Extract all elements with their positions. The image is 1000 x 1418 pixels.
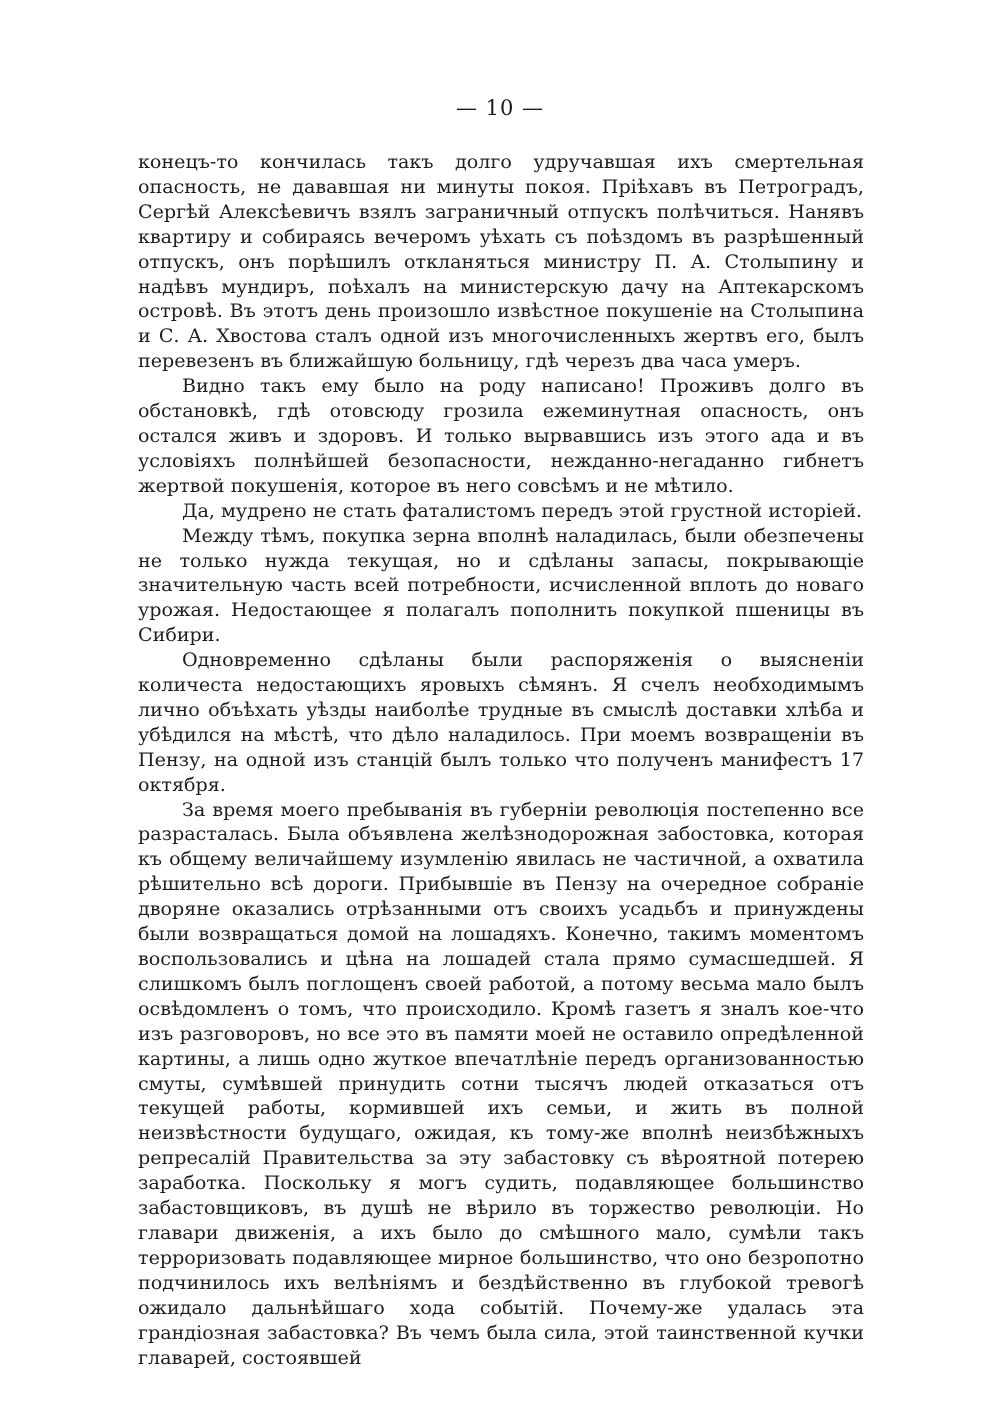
paragraph: Да, мудрено не стать фаталистомъ передъ этой грустной исторіей. — [182, 498, 863, 522]
page-number-header: — 10 — — [455, 96, 545, 120]
paragraph: конецъ-то кончилась такъ долго удручавшая ихъ смертельная опасность, не дававшая ни минуты покоя. Пріѣхавъ въ Петроградъ, Сергѣй Алексѣевичъ взялъ заграничный отпускъ полѣчиться. Нанявъ квартиру и собираясь вечеромъ уѣхать съ поѣздомъ въ разрѣшенный отпускъ, онъ порѣшилъ откланяться министру П. А. Столыпину и надѣвъ мундиръ, поѣхалъ на министерскую дачу на Аптекарскомъ островѣ. Въ этотъ день произошло извѣстное покушеніе на Столыпина и С. А. Хвостова сталъ одной изъ многочисленныхъ жертвъ его, былъ перевезенъ въ ближайшую больницу, гдѣ черезъ два часа умеръ. — [138, 150, 864, 373]
body-text — [138, 150, 864, 1370]
paragraph: Между тѣмъ, покупка зерна вполнѣ наладилась, были обезпечены не только нужда текущая, но и сдѣланы запасы, покрывающіе значительную часть всей потребности, исчисленной вплоть до новаго урожая. Недостающее я полагалъ пополнить покупкой пшеницы въ Сибири. — [138, 523, 864, 647]
paragraph: Одновременно сдѣланы были распоряженія о выясненіи количеста недостающихъ яровыхъ сѣмянъ. Я счелъ необходимымъ лично объѣхать уѣзды наиболѣе трудные въ смыслѣ доставки хлѣба и убѣдился на мѣстѣ, что дѣло наладилось. При моемъ возвращеніи въ Пензу, на одной изъ станцій былъ только что полученъ манифестъ 17 октября. — [138, 648, 864, 796]
paragraph: За время моего пребыванія въ губерніи революція постепенно все разрасталась. Была объявлена желѣзнодорожная забостовка, которая къ общему величайшему изумленію явилась не частичной, а охватила рѣшительно всѣ дороги. Прибывшіе въ Пензу на очередное собраніе дворяне оказались отрѣзанными отъ своихъ усадьбъ и принуждены были возвращаться домой на лошадяхъ. Конечно, такимъ моментомъ воспользовались и цѣна на лошадей стала прямо сумасшедшей. Я слишкомъ былъ поглощенъ своей работой, а потому весьма мало былъ освѣдомленъ о томъ, что происходило. Кромѣ газетъ я зналъ кое-что изъ разговоровъ, но все это въ памяти моей не оставило опредѣленной картины, а лишь одно жуткое впечатлѣніе передъ организованностью смуты, сумѣвшей принудить сотни тысячъ людей отказаться отъ текущей работы, кормившей ихъ семьи, и жить въ полной неизвѣстности будущаго, ожидая, къ тому-же вполнѣ неизбѣжныхъ репресалій Правительства за эту забастовку съ вѣроятной потерею заработка. Поскольку я могъ судить, подавляющее большинство забастовщиковъ, въ душѣ не вѣрило въ торжество революціи. Но главари движенія, а ихъ было до смѣшного мало, сумѣли такъ терроризовать подавляющее мирное большинство, что оно безропотно подчинилось ихъ велѣніямъ и бездѣйственно въ глубокой тревогѣ ожидало дальнѣйшаго хода событій. Почему-же удалась эта грандіозная забастовка? Въ чемъ была сила, этой таинственной кучки главарей, состоявшей — [138, 797, 864, 1369]
paragraph: Видно такъ ему было на роду написано! Проживъ долго въ обстановкѣ, гдѣ отовсюду грозила ежеминутная опасность, онъ остался живъ и здоровъ. И только вырвавшись изъ этого ада и въ условіяхъ полнѣйшей безопасности, нежданно-негаданно гибнетъ жертвой покушенія, которое въ него совсѣмъ и не мѣтило. — [138, 374, 864, 497]
